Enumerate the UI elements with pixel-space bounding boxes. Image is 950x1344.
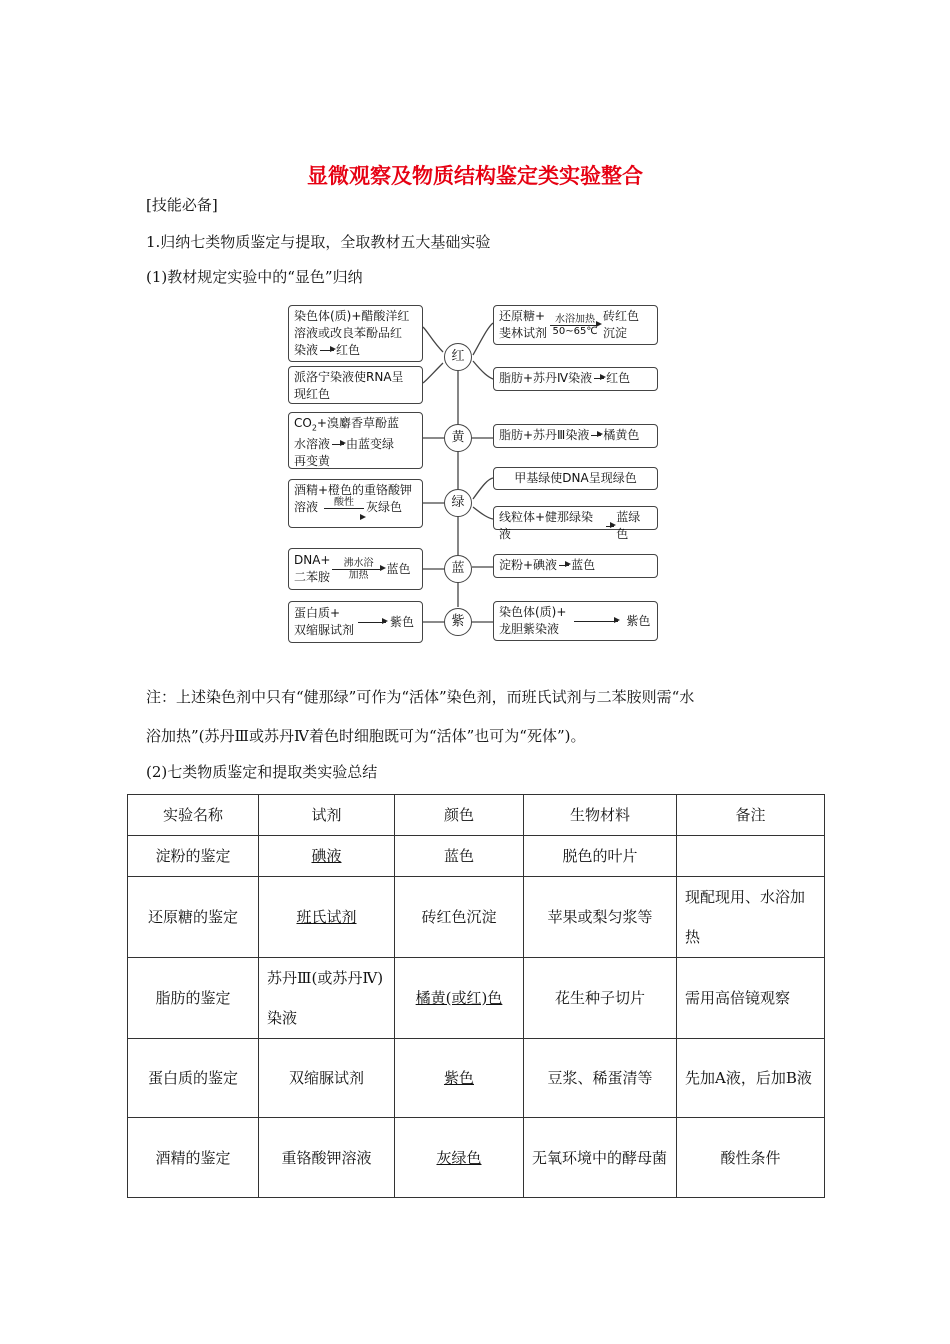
table-cell: 先加A液，后加B液 [677,1039,825,1118]
table-cell: 橘黄(或红)色 [395,958,524,1039]
box-left-red-chromosome: 染色体(质)+醋酸洋红 溶液或改良苯酚品红 染液 红色 [288,305,423,362]
table-cell: 需用高倍镜观察 [677,958,825,1039]
subheading-2: (2)七类物质鉴定和提取类实验总结 [146,763,378,781]
table-cell: 脱色的叶片 [524,836,677,877]
color-reaction-diagram [283,297,663,647]
table-cell: 灰绿色 [395,1118,524,1198]
table-cell: 重铬酸钾溶液 [259,1118,395,1198]
box-left-yellow-co2: $CO_2+$溴麝香草酚蓝 水溶液 由蓝变绿 再变黄 [288,412,423,469]
box-left-green-alcohol: 酒精+橙色的重铬酸钾 溶液 酸性 灰绿色 [288,479,423,528]
box-right-red-fat: 脂肪+苏丹Ⅳ染液 红色 [493,367,658,391]
table-cell: 酸性条件 [677,1118,825,1198]
table-cell: 现配现用、水浴加热 [677,877,825,958]
table-header: 备注 [677,795,825,836]
table-row [128,836,825,877]
table-cell: 还原糖的鉴定 [128,877,259,958]
box-right-green-mito: 线粒体+健那绿染液 蓝绿色 [493,506,658,530]
table-cell: 豆浆、稀蛋清等 [524,1039,677,1118]
table-header: 生物材料 [524,795,677,836]
table-cell: 班氏试剂 [259,877,395,958]
subheading-1: (1)教材规定实验中的“显色”归纳 [146,268,363,286]
table-cell [677,836,825,877]
table-cell: 苏丹Ⅲ(或苏丹Ⅳ)染液 [259,958,395,1039]
table-cell: 酒精的鉴定 [128,1118,259,1198]
table-row [128,1118,825,1198]
table-header: 颜色 [395,795,524,836]
page-title: 显微观察及物质结构鉴定类实验整合 [307,164,643,188]
table-row [128,1039,825,1118]
node-red: 红 [444,343,472,371]
table-cell: 双缩脲试剂 [259,1039,395,1118]
table-cell: 蓝色 [395,836,524,877]
node-yellow: 黄 [444,424,472,452]
table-header-row [128,795,825,836]
table-row [128,877,825,958]
table-row [128,958,825,1039]
box-right-red-sugar: 还原糖+ 斐林试剂 水浴加热 50~65℃ 砖红色 沉淀 [493,305,658,345]
table-cell: 砖红色沉淀 [395,877,524,958]
table-cell: 紫色 [395,1039,524,1118]
box-left-purple-protein: 蛋白质+ 双缩脲试剂 紫色 [288,601,423,643]
node-purple: 紫 [444,608,472,636]
node-blue: 蓝 [444,555,472,583]
box-left-red-rna: 派洛宁染液使RNA呈 现红色 [288,366,423,404]
experiment-summary-table [127,794,825,1198]
table-cell: 碘液 [259,836,395,877]
box-right-blue-starch: 淀粉+碘液 蓝色 [493,554,658,578]
box-left-blue-dna: DNA+ 二苯胺 沸水浴 加热 蓝色 [288,548,423,590]
box-right-yellow-fat: 脂肪+苏丹Ⅲ染液 橘黄色 [493,424,658,448]
table-cell: 无氧环境中的酵母菌 [524,1118,677,1198]
heading-1: 1.归纳七类物质鉴定与提取，全取教材五大基础实验 [146,233,491,251]
table-header: 试剂 [259,795,395,836]
table-cell: 蛋白质的鉴定 [128,1039,259,1118]
node-green: 绿 [444,489,472,517]
note-line-1: 注：上述染色剂中只有“健那绿”可作为“活体”染色剂，而班氏试剂与二苯胺则需“水 [146,688,695,706]
table-header: 实验名称 [128,795,259,836]
table-cell: 花生种子切片 [524,958,677,1039]
box-right-purple-gentian: 染色体(质)+ 龙胆紫染液 紫色 [493,601,658,641]
table-cell: 苹果或梨匀浆等 [524,877,677,958]
table-cell: 脂肪的鉴定 [128,958,259,1039]
table-cell: 淀粉的鉴定 [128,836,259,877]
note-line-2: 浴加热”(苏丹Ⅲ或苏丹Ⅳ着色时细胞既可为“活体”也可为“死体”)。 [146,727,586,745]
section-label: [技能必备] [146,196,218,214]
box-right-green-methyl: 甲基绿使DNA呈现绿色 [493,467,658,490]
